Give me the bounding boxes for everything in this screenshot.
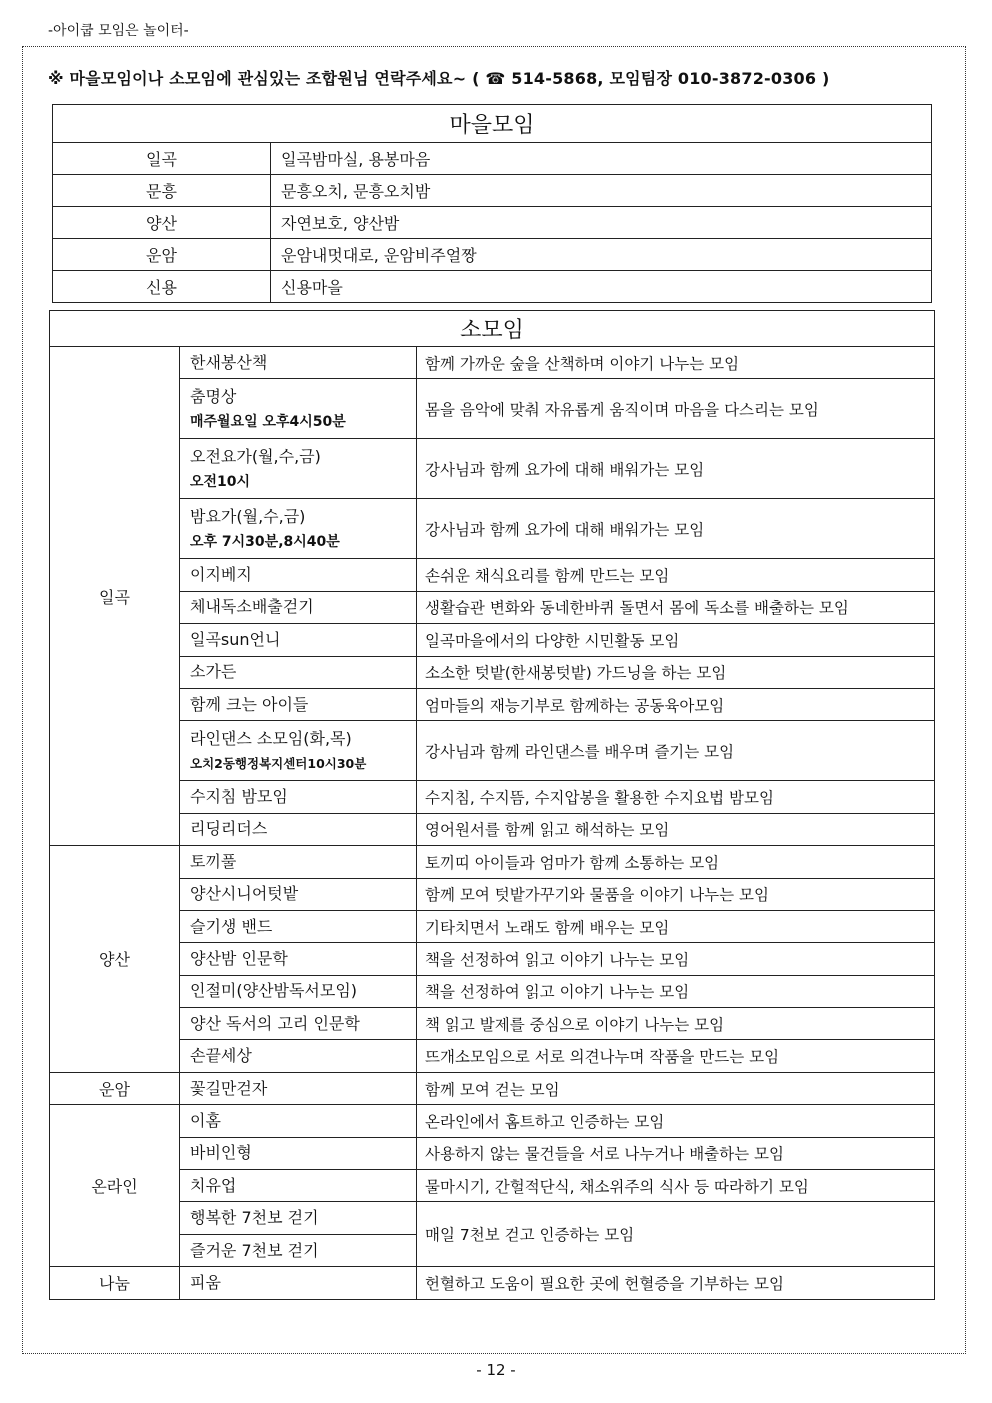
group-name: 꽃길만걷자 <box>180 1072 417 1104</box>
group-schedule: 매주월요일 오후4시50분 <box>190 413 346 430</box>
group-name: 수지침 밤모임 <box>180 781 417 813</box>
table-row <box>53 239 932 271</box>
group-desc: 손쉬운 채식요리를 함께 만드는 모임 <box>417 559 935 591</box>
area-cell: 양산 <box>50 846 180 1073</box>
area-cell: 문흥 <box>53 175 271 207</box>
table-row <box>50 1137 935 1169</box>
area-cell: 일곡 <box>50 347 180 846</box>
groups-cell: 일곡밤마실, 용봉마음 <box>271 143 932 175</box>
group-name: 체내독소배출걷기 <box>180 591 417 623</box>
group-desc: 책을 선정하여 읽고 이야기 나누는 모임 <box>417 943 935 975</box>
area-cell: 신용 <box>53 271 271 303</box>
group-name: 밤요가(월,수,금) <box>190 506 306 526</box>
group-name-cell <box>180 439 417 499</box>
group-schedule: 오전10시 <box>190 473 251 490</box>
table-row <box>50 975 935 1007</box>
table-row <box>53 143 932 175</box>
table-row <box>50 910 935 942</box>
table-row <box>50 688 935 720</box>
group-desc: 사용하지 않는 물건들을 서로 나누거나 배출하는 모임 <box>417 1137 935 1169</box>
area-cell: 일곡 <box>53 143 271 175</box>
table-row <box>50 499 935 559</box>
table-row <box>50 1008 935 1040</box>
group-desc: 함께 모여 걷는 모임 <box>417 1072 935 1104</box>
group-name: 행복한 7천보 걷기 <box>180 1202 417 1234</box>
group-desc: 헌혈하고 도움이 필요한 곳에 헌혈증을 기부하는 모임 <box>417 1267 935 1299</box>
group-name: 이홈 <box>180 1105 417 1137</box>
village-table-title: 마을모임 <box>53 105 932 143</box>
group-desc: 책 읽고 발제를 중심으로 이야기 나누는 모임 <box>417 1008 935 1040</box>
table-row <box>50 1105 935 1137</box>
table-row <box>50 846 935 878</box>
group-desc: 몸을 음악에 맞춰 자유롭게 움직이며 마음을 다스리는 모임 <box>417 379 935 439</box>
table-row <box>50 1040 935 1072</box>
table-row <box>50 1202 935 1234</box>
group-desc: 엄마들의 재능기부로 함께하는 공동육아모임 <box>417 688 935 720</box>
group-name: 춤명상 <box>190 386 237 406</box>
area-cell: 양산 <box>53 207 271 239</box>
area-cell: 온라인 <box>50 1105 180 1267</box>
table-row <box>50 878 935 910</box>
village-meeting-table <box>52 104 932 303</box>
group-schedule: 오치2동행정복지센터10시30분 <box>190 755 367 771</box>
table-row <box>50 624 935 656</box>
group-desc: 강사님과 함께 라인댄스를 배우며 즐기는 모임 <box>417 721 935 781</box>
area-cell: 나눔 <box>50 1267 180 1299</box>
group-name: 이지베지 <box>180 559 417 591</box>
group-desc: 기타치면서 노래도 함께 배우는 모임 <box>417 910 935 942</box>
group-name: 라인댄스 소모임(화,목) <box>190 728 352 748</box>
group-desc: 함께 가까운 숲을 산책하며 이야기 나누는 모임 <box>417 347 935 379</box>
group-schedule: 오후 7시30분,8시40분 <box>190 533 340 550</box>
table-row <box>50 656 935 688</box>
group-name: 한새봉산책 <box>180 347 417 379</box>
group-desc: 책을 선정하여 읽고 이야기 나누는 모임 <box>417 975 935 1007</box>
contact-notice: ※ 마을모임이나 소모임에 관심있는 조합원님 연락주세요~ ( ☎ 514-5868, 모임팀장 010-3872-0306 ) <box>48 69 830 88</box>
group-name: 소가든 <box>180 656 417 688</box>
group-name: 피움 <box>180 1267 417 1299</box>
group-desc: 생활습관 변화와 동네한바퀴 돌면서 몸에 독소를 배출하는 모임 <box>417 591 935 623</box>
group-name: 슬기생 밴드 <box>180 910 417 942</box>
group-name: 양산시니어텃밭 <box>180 878 417 910</box>
group-name: 바비인형 <box>180 1137 417 1169</box>
table-row <box>50 559 935 591</box>
group-name: 양산밤 인문학 <box>180 943 417 975</box>
group-desc: 매일 7천보 걷고 인증하는 모임 <box>417 1202 935 1267</box>
group-desc: 소소한 텃밭(한새봉텃밭) 가드닝을 하는 모임 <box>417 656 935 688</box>
group-desc: 물마시기, 간헐적단식, 채소위주의 식사 등 따라하기 모임 <box>417 1170 935 1202</box>
group-name: 치유업 <box>180 1170 417 1202</box>
small-table-title: 소모임 <box>50 311 935 347</box>
table-row <box>50 379 935 439</box>
groups-cell: 신용마을 <box>271 271 932 303</box>
table-row <box>53 271 932 303</box>
group-name: 리딩리더스 <box>180 813 417 845</box>
group-name: 오전요가(월,수,금) <box>190 446 321 466</box>
group-name-cell <box>180 499 417 559</box>
table-row <box>50 591 935 623</box>
area-cell: 운암 <box>53 239 271 271</box>
group-name: 일곡sun언니 <box>180 624 417 656</box>
group-name-cell <box>180 379 417 439</box>
groups-cell: 문흥오치, 문흥오치밤 <box>271 175 932 207</box>
group-name-cell <box>180 721 417 781</box>
table-row <box>50 721 935 781</box>
table-row <box>50 1170 935 1202</box>
group-name: 즐거운 7천보 걷기 <box>180 1234 417 1266</box>
table-row <box>50 1072 935 1104</box>
table-row <box>50 439 935 499</box>
group-name: 손끝세상 <box>180 1040 417 1072</box>
group-desc: 강사님과 함께 요가에 대해 배워가는 모임 <box>417 499 935 559</box>
page-number: - 12 - <box>476 1361 516 1379</box>
table-row <box>50 347 935 379</box>
group-name: 인절미(양산밤독서모임) <box>180 975 417 1007</box>
group-name: 양산 독서의 고리 인문학 <box>180 1008 417 1040</box>
table-row <box>50 781 935 813</box>
group-desc: 수지침, 수지뜸, 수지압봉을 활용한 수지요법 밤모임 <box>417 781 935 813</box>
group-name: 토끼풀 <box>180 846 417 878</box>
group-desc: 함께 모여 텃밭가꾸기와 물품을 이야기 나누는 모임 <box>417 878 935 910</box>
group-desc: 일곡마을에서의 다양한 시민활동 모임 <box>417 624 935 656</box>
group-desc: 온라인에서 홈트하고 인증하는 모임 <box>417 1105 935 1137</box>
area-cell: 운암 <box>50 1072 180 1104</box>
page-header: -아이쿱 모임은 놀이터- <box>48 23 189 39</box>
group-desc: 영어원서를 함께 읽고 해석하는 모임 <box>417 813 935 845</box>
groups-cell: 자연보호, 양산밤 <box>271 207 932 239</box>
table-row <box>50 1267 935 1299</box>
table-row <box>50 813 935 845</box>
group-name: 함께 크는 아이들 <box>180 688 417 720</box>
table-row <box>50 943 935 975</box>
small-group-table <box>49 310 935 1300</box>
group-desc: 토끼띠 아이들과 엄마가 함께 소통하는 모임 <box>417 846 935 878</box>
group-desc: 강사님과 함께 요가에 대해 배워가는 모임 <box>417 439 935 499</box>
groups-cell: 운암내멋대로, 운암비주얼짱 <box>271 239 932 271</box>
group-desc: 뜨개소모임으로 서로 의견나누며 작품을 만드는 모임 <box>417 1040 935 1072</box>
table-row <box>53 207 932 239</box>
table-row <box>53 175 932 207</box>
